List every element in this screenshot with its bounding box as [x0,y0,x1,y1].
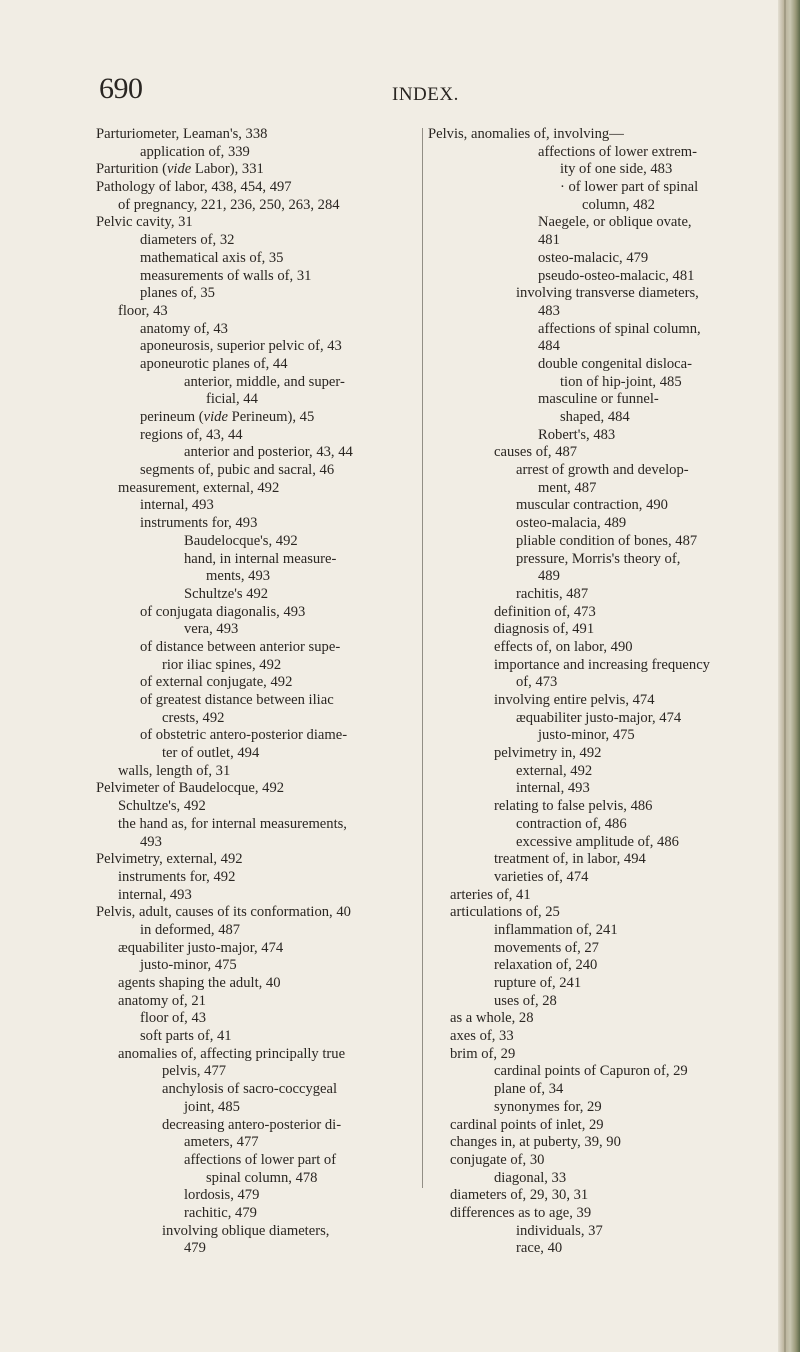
index-entry: Pelvis, anomalies of, involving— [428,126,624,142]
vide-italic: vide [203,409,228,425]
index-entry: perineum (vide Perineum), 45 [140,409,315,425]
index-entry: synonymes for, 29 [494,1098,602,1115]
index-entry: of greatest distance between iliac [140,692,334,708]
index-column-left [96,126,424,1258]
index-entry: ity of one side, 483 [560,161,673,178]
index-entry: Schultze's, 492 [118,798,206,815]
index-entry: vera, 493 [184,621,239,638]
index-entry: pressure, Morris's theory of, [516,550,681,567]
index-entry: Baudelocque's, 492 [184,532,298,549]
index-entry: internal, 493 [516,780,590,797]
index-entry: of obstetric antero-posterior diame- [140,727,348,744]
index-entry: Parturition (vide Labor), 331 [96,161,264,178]
index-entry: planes of, 35 [140,285,215,302]
index-entry: osteo-malacic, 479 [538,249,649,266]
index-entry: justo-minor, 475 [538,727,635,744]
index-column-right [428,126,750,1258]
index-entry: application of, 339 [140,143,250,160]
index-entry: anchylosis of sacro-coccygeal [162,1081,338,1098]
index-entry: joint, 485 [184,1098,240,1115]
index-entry: double congenital disloca- [538,355,692,372]
index-entry: floor, 43 [118,302,168,319]
index-entry: floor of, 43 [140,1010,207,1027]
index-entry: diagnosis of, 491 [494,621,595,638]
index-entry: anterior and posterior, 43, 44 [184,444,353,461]
index-entry: decreasing antero-posterior di- [162,1116,342,1133]
index-entry: anatomy of, 43 [140,320,228,337]
index-entry: Parturiometer, Leaman's, 338 [96,126,268,142]
index-entry: Schultze's 492 [184,585,269,602]
index-entry: pseudo-osteo-malacic, 481 [538,267,695,284]
index-entry: relaxation of, 240 [494,957,598,974]
index-entry: aponeurotic planes of, 44 [140,355,288,372]
index-entry: of distance between anterior supe- [140,638,341,655]
index-entry: internal, 493 [140,497,214,514]
index-entry: involving entire pelvis, 474 [494,692,655,708]
index-entry: column, 482 [582,196,655,213]
index-entry: ameters, 477 [184,1134,259,1151]
index-entry: rachitis, 487 [516,585,589,602]
index-entry: rupture of, 241 [494,975,582,991]
index-entry: ficial, 44 [206,391,258,408]
index-entry: mathematical axis of, 35 [140,249,284,266]
index-entry: aponeurosis, superior pelvic of, 43 [140,338,342,355]
index-entry: pelvis, 477 [162,1063,227,1080]
index-entry: diameters of, 32 [140,232,235,249]
index-entry: arrest of growth and develop- [516,462,689,479]
index-entry: Pelvimeter of Baudelocque, 492 [96,780,285,797]
index-entry: race, 40 [516,1240,563,1257]
index-entry: axes of, 33 [450,1028,514,1045]
page-header [0,72,800,112]
index-entry: of external conjugate, 492 [140,674,293,691]
index-entry: spinal column, 478 [206,1169,318,1186]
index-entry: affections of lower extrem- [538,143,697,160]
index-entry: measurement, external, 492 [118,479,280,496]
index-entry: causes of, 487 [494,444,578,461]
index-entry: · of lower part of spinal [560,179,699,196]
index-entry: in deformed, 487 [140,921,241,938]
index-entry: affections of lower part of [184,1151,337,1168]
index-entry: ments, 493 [206,568,271,585]
index-entry: Pathology of labor, 438, 454, 497 [96,179,292,196]
index-entry: cardinal points of Capuron of, 29 [494,1063,688,1080]
index-entry: changes in, at puberty, 39, 90 [450,1134,621,1151]
index-entry: regions of, 43, 44 [140,426,243,443]
index-entry: pliable condition of bones, 487 [516,532,698,549]
index-entry: plane of, 34 [494,1081,564,1098]
index-entry: the hand as, for internal measurements, [118,815,347,832]
index-entry: justo-minor, 475 [140,957,237,974]
index-entry: Pelvis, adult, causes of its conformation, 40 [96,904,351,921]
index-entry: inflammation of, 241 [494,921,618,938]
index-entry: æquabiliter justo-major, 474 [516,709,682,726]
index-entry: 479 [184,1240,206,1257]
page-number: 690 [99,72,143,105]
index-entry: shaped, 484 [560,409,630,425]
index-entry: instruments for, 493 [140,515,258,532]
index-entry: 484 [538,338,560,355]
index-entry: of, 473 [516,674,558,691]
index-entry: importance and increasing frequency [494,656,710,673]
index-entry: movements of, 27 [494,939,599,956]
running-head: INDEX. [392,84,459,105]
index-entry: uses of, 28 [494,992,557,1009]
index-entry: measurements of walls of, 31 [140,267,312,284]
index-entry: instruments for, 492 [118,868,236,885]
index-entry: relating to false pelvis, 486 [494,798,653,815]
index-entry: pelvimetry in, 492 [494,745,602,762]
index-entry: masculine or funnel- [538,391,659,408]
index-entry: cardinal points of inlet, 29 [450,1116,604,1133]
index-entry: contraction of, 486 [516,815,627,832]
index-entry: excessive amplitude of, 486 [516,833,679,850]
index-entry: articulations of, 25 [450,904,560,921]
index-entry: conjugate of, 30 [450,1151,545,1168]
index-entry: involving transverse diameters, [516,285,699,302]
index-entry: anterior, middle, and super- [184,373,345,390]
index-entry: segments of, pubic and sacral, 46 [140,462,335,479]
index-entry: hand, in internal measure- [184,550,337,567]
index-entry: 483 [538,302,560,319]
index-entry: anomalies of, affecting principally true [118,1045,346,1062]
index-entry: muscular contraction, 490 [516,497,668,514]
index-entry: æquabiliter justo-major, 474 [118,939,284,956]
index-entry: walls, length of, 31 [118,762,231,779]
index-entry: involving oblique diameters, [162,1222,330,1239]
index-entry: rior iliac spines, 492 [162,656,282,673]
index-entry: of conjugata diagonalis, 493 [140,603,306,620]
index-entry: 489 [538,568,560,585]
index-entry: crests, 492 [162,709,225,726]
vide-italic: vide [166,161,192,178]
index-entry: arteries of, 41 [450,886,531,903]
index-entry: varieties of, 474 [494,868,589,885]
index-entry: differences as to age, 39 [450,1204,592,1221]
index-entry: soft parts of, 41 [140,1028,232,1045]
index-entry: 493 [140,833,162,850]
index-entry: internal, 493 [118,886,192,903]
page-edge [778,0,800,1352]
index-entry: definition of, 473 [494,603,596,620]
index-entry: diameters of, 29, 30, 31 [450,1187,589,1204]
index-entry: as a whole, 28 [450,1010,534,1027]
index-entry: rachitic, 479 [184,1204,257,1221]
index-entry: Pelvimetry, external, 492 [96,851,243,868]
index-entry: ment, 487 [538,479,597,496]
index-entry: agents shaping the adult, 40 [118,975,281,991]
index-entry: diagonal, 33 [494,1169,567,1186]
index-entry: ter of outlet, 494 [162,745,260,762]
index-entry: treatment of, in labor, 494 [494,851,646,868]
index-entry: tion of hip-joint, 485 [560,373,682,390]
index-entry: external, 492 [516,762,593,779]
index-entry: 481 [538,232,560,249]
index-entry: brim of, 29 [450,1045,516,1062]
index-entry: effects of, on labor, 490 [494,638,633,655]
index-entry: osteo-malacia, 489 [516,515,627,532]
index-entry: lordosis, 479 [184,1187,260,1204]
index-entry: Robert's, 483 [538,426,616,443]
index-entry: anatomy of, 21 [118,992,206,1009]
index-entry: individuals, 37 [516,1222,603,1239]
index-entry: Naegele, or oblique ovate, [538,214,692,231]
index-entry: affections of spinal column, [538,320,701,337]
index-entry: Pelvic cavity, 31 [96,214,193,231]
column-divider [422,128,423,1188]
index-entry: of pregnancy, 221, 236, 250, 263, 284 [118,196,340,213]
